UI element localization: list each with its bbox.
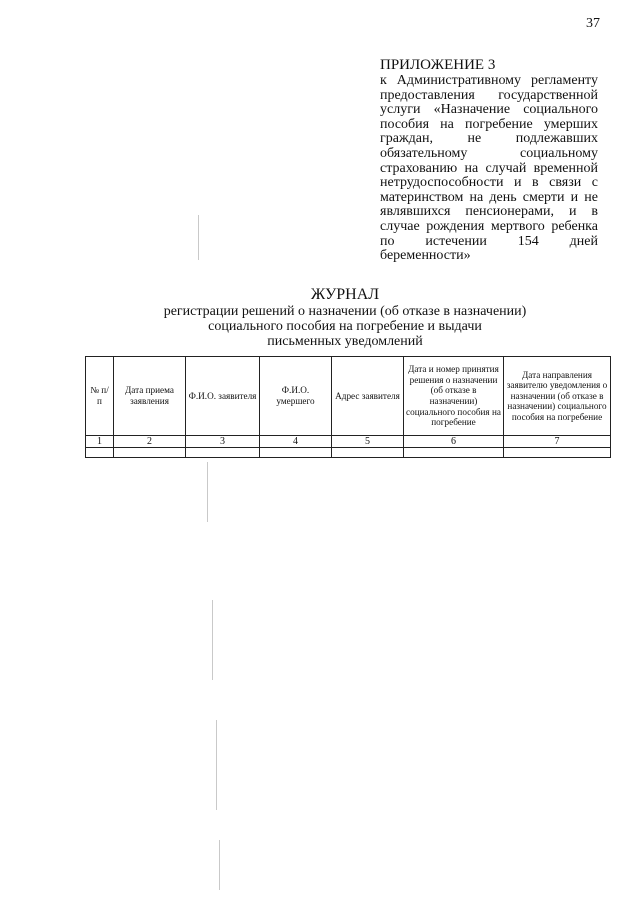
column-number: 7 [504, 436, 611, 448]
scan-artifact-line [216, 720, 217, 810]
registration-table [85, 356, 611, 458]
appendix-title: ПРИЛОЖЕНИЕ 3 [380, 57, 496, 73]
appendix-body: к Административному регламенту предоставления государственной услуги «Назначение социального пособия на погребение умерших граждан, не подлежавших обязательному социальному страхованию на случай временной нетрудоспособности и в связи с материнством на день смерти и не являвшихся пенсионерами, и в случае рождения мертвого ребенка по истечении 154 дней беременности» [380, 73, 598, 264]
column-header: Дата приема заявления [114, 357, 186, 436]
column-number-row [86, 436, 611, 448]
table-cell [504, 448, 611, 458]
journal-title: ЖУРНАЛ [310, 286, 380, 303]
table-cell [186, 448, 260, 458]
column-header: Дата и номер принятия решения о назначении (об отказе в назначении) социального пособия на погребение [404, 357, 504, 436]
table-cell [332, 448, 404, 458]
column-number: 3 [186, 436, 260, 448]
table-cell [114, 448, 186, 458]
table-cell [86, 448, 114, 458]
column-number: 1 [86, 436, 114, 448]
scan-artifact-line [198, 215, 199, 260]
table-cell [404, 448, 504, 458]
table-row [86, 448, 611, 458]
journal-heading [110, 286, 580, 349]
column-number: 2 [114, 436, 186, 448]
column-header: № п/п [86, 357, 114, 436]
scan-artifact-line [212, 600, 213, 680]
column-number: 5 [332, 436, 404, 448]
appendix-block [380, 56, 598, 264]
journal-subtitle-line: социального пособия на погребение и выдачи [208, 319, 482, 334]
scan-artifact-line [219, 840, 220, 890]
column-header: Дата направления заявителю уведомления о назначении (об отказе в назначении) социального пособия на погребение [504, 357, 611, 436]
journal-subtitle-line: регистрации решений о назначении (об отказе в назначении) [163, 304, 527, 319]
table-header-row [86, 357, 611, 436]
journal-subtitle-line: письменных уведомлений [267, 334, 423, 349]
column-header: Ф.И.О. умершего [260, 357, 332, 436]
column-header: Адрес заявителя [332, 357, 404, 436]
column-header: Ф.И.О. заявителя [186, 357, 260, 436]
page-number: 37 [586, 16, 600, 31]
column-number: 6 [404, 436, 504, 448]
column-number: 4 [260, 436, 332, 448]
scan-artifact-line [207, 462, 208, 522]
table-cell [260, 448, 332, 458]
